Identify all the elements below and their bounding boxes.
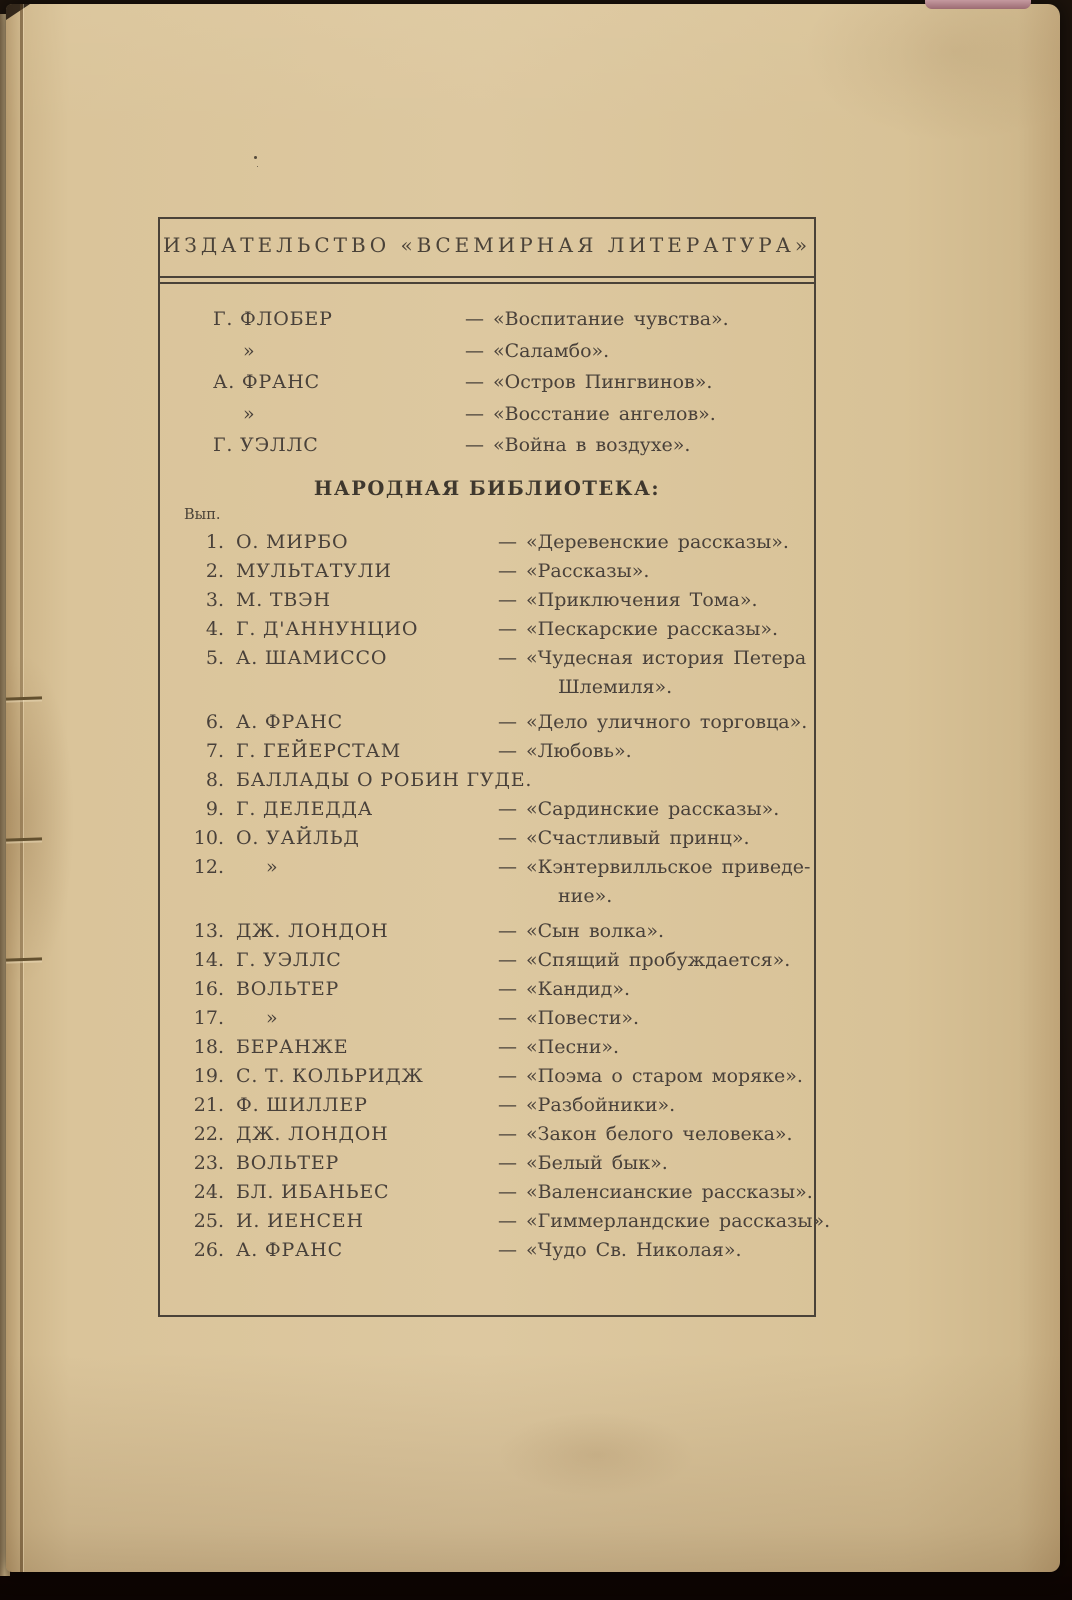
book-row: [160, 824, 810, 853]
author-name: Г. УЭЛЛС: [213, 434, 319, 456]
author-name: ДЖ. ЛОНДОН: [236, 920, 389, 942]
dash-separator: —: [465, 402, 484, 425]
author-name: А. ФРАНС: [236, 711, 343, 733]
author-name: ВОЛЬТЕР: [236, 1152, 340, 1174]
section-title: НАРОДНАЯ БИБЛИОТЕКА:: [313, 477, 661, 500]
title-line-1: «Кэнтервилльское приведе-: [526, 856, 811, 878]
book-title: «Поэма о старом моряке».: [526, 1065, 803, 1087]
dash-separator: —: [498, 647, 517, 669]
issue-label: Вып.: [184, 507, 221, 523]
book-title: [526, 644, 810, 702]
row-number: 12.: [193, 856, 224, 878]
ditto-mark: »: [243, 402, 256, 425]
backdrop-sliver: [925, 0, 1031, 9]
row-number: 25.: [193, 1210, 224, 1232]
author-name: ДЖ. ЛОНДОН: [236, 1123, 389, 1145]
book-title: «Дело уличного торговца».: [526, 711, 808, 733]
book-title: «Война в воздухе».: [493, 434, 691, 456]
book-page: [6, 4, 1060, 1572]
row-number: 19.: [193, 1065, 224, 1087]
catalog-frame: [158, 217, 831, 1317]
author-name: БЛ. ИБАНЬЕС: [236, 1181, 390, 1203]
author-name: БАЛЛАДЫ О РОБИН ГУДЕ.: [236, 769, 533, 791]
book-title: «Сын волка».: [526, 920, 665, 942]
book-row: [160, 586, 810, 615]
dash-separator: —: [498, 798, 517, 820]
author-name: БЕРАНЖЕ: [236, 1036, 349, 1058]
dash-separator: —: [498, 1123, 517, 1145]
author-name: Г. ФЛОБЕР: [213, 308, 333, 330]
world-literature-list: [160, 304, 810, 462]
publisher-title: ИЗДАТЕЛЬСТВО «ВСЕМИРНАЯ ЛИТЕРАТУРА»: [162, 233, 812, 257]
book-title: «Воспитание чувства».: [493, 308, 729, 330]
book-title: «Чудо Св. Николая».: [526, 1239, 742, 1261]
book-row: [160, 644, 810, 702]
dash-separator: —: [498, 589, 517, 611]
book-row: [160, 975, 810, 1004]
book-row: [160, 1120, 810, 1149]
book-title: «Любовь».: [526, 740, 632, 762]
book-row: [160, 615, 810, 644]
author-name: Г. ДЕЛЕДДА: [236, 798, 373, 820]
book-row: [160, 766, 810, 795]
dash-separator: —: [498, 1094, 517, 1116]
row-number: 24.: [193, 1181, 224, 1203]
row-number: 14.: [193, 949, 224, 971]
book-row: [160, 304, 810, 336]
binding-stitch: [6, 957, 42, 961]
row-number: 7.: [205, 740, 224, 762]
author-name: А. ФРАНС: [213, 371, 320, 393]
book-row: [160, 795, 810, 824]
dash-separator: —: [498, 827, 517, 849]
dash-separator: —: [498, 1152, 517, 1174]
author-name: О. МИРБО: [236, 531, 349, 553]
book-row: [160, 528, 810, 557]
book-title: «Рассказы».: [526, 560, 650, 582]
author-name: С. Т. КОЛЬРИДЖ: [236, 1065, 424, 1087]
row-number: 3.: [205, 589, 224, 611]
book-title: «Сардинские рассказы».: [526, 798, 780, 820]
row-number: 9.: [205, 798, 224, 820]
book-title: [526, 853, 810, 911]
author-name: ВОЛЬТЕР: [236, 978, 340, 1000]
dash-separator: —: [498, 1181, 517, 1203]
book-title: «Спящий пробуждается».: [526, 949, 791, 971]
narodnaya-library-list: [160, 528, 831, 1265]
binding-stitch: [6, 696, 42, 700]
book-row: [160, 853, 810, 911]
row-number: 23.: [193, 1152, 224, 1174]
book-title: «Пескарские рассказы».: [526, 618, 779, 640]
dash-separator: —: [498, 618, 517, 640]
author-name: А. ШАМИССО: [236, 647, 388, 669]
book-title: «Саламбо».: [493, 339, 610, 362]
ink-speck: [254, 156, 257, 159]
book-row: [160, 430, 810, 462]
dash-separator: —: [498, 531, 517, 553]
author-name: Г. Д'АННУНЦИО: [236, 618, 419, 640]
dash-separator: —: [498, 1065, 517, 1087]
row-number: 10.: [193, 827, 224, 849]
ditto-mark: »: [243, 339, 256, 362]
author-name: А. ФРАНС: [236, 1239, 343, 1261]
dash-separator: —: [465, 339, 484, 362]
dash-separator: —: [465, 371, 484, 393]
dash-separator: —: [498, 978, 517, 1000]
title-line-1: «Чудесная история Петера: [526, 647, 807, 669]
book-row: [160, 1091, 810, 1120]
dash-separator: —: [498, 920, 517, 942]
row-number: 1.: [205, 531, 224, 553]
book-title: «Гиммерландские рассказы».: [526, 1210, 831, 1232]
row-number: 8.: [205, 769, 224, 791]
dash-separator: —: [465, 308, 484, 330]
torn-corner: [6, 4, 30, 20]
author-name: Г. УЭЛЛС: [236, 949, 342, 971]
row-number: 13.: [193, 920, 224, 942]
binding-stitch: [6, 837, 42, 841]
book-row: [160, 1236, 810, 1265]
book-row: [160, 708, 810, 737]
book-row: [160, 399, 810, 431]
row-number: 16.: [193, 978, 224, 1000]
book-row: [160, 917, 810, 946]
dash-separator: —: [498, 711, 517, 733]
book-title: «Кандид».: [526, 978, 631, 1000]
dash-separator: —: [498, 560, 517, 582]
row-number: 17.: [193, 1007, 224, 1029]
dash-separator: —: [465, 434, 484, 456]
book-title: «Разбойники».: [526, 1094, 676, 1116]
book-title: «Валенсианские рассказы».: [526, 1181, 813, 1203]
ditto-mark: »: [266, 856, 279, 878]
row-number: 18.: [193, 1036, 224, 1058]
author-name: И. ИЕНСЕН: [236, 1210, 364, 1232]
dash-separator: [498, 766, 526, 795]
row-number: 5.: [205, 647, 224, 669]
row-number: 2.: [205, 560, 224, 582]
book-title: «Восстание ангелов».: [493, 402, 716, 425]
dash-separator: —: [498, 1007, 517, 1029]
book-row: [160, 1149, 810, 1178]
book-title: «Закон белого человека».: [526, 1123, 793, 1145]
row-number: 26.: [193, 1239, 224, 1261]
book-title: «Счастливый принц».: [526, 827, 750, 849]
book-title: «Песни».: [526, 1036, 620, 1058]
author-name: М. ТВЭН: [236, 589, 331, 611]
dash-separator: —: [498, 1210, 517, 1232]
book-title: «Приключения Тома».: [526, 589, 758, 611]
title-line-2: Шлемиля».: [558, 676, 673, 698]
author-name: Г. ГЕЙЕРСТАМ: [236, 740, 401, 762]
book-title: [526, 766, 810, 795]
dash-separator: —: [498, 949, 517, 971]
row-number: 6.: [205, 711, 224, 733]
book-row: [160, 737, 810, 766]
book-row: [160, 336, 810, 368]
book-row: [160, 1004, 810, 1033]
ditto-mark: »: [266, 1007, 279, 1029]
author-name: Ф. ШИЛЛЕР: [236, 1094, 368, 1116]
book-row: [160, 1178, 813, 1207]
title-line-2: ние».: [558, 885, 613, 907]
book-title: «Повести».: [526, 1007, 640, 1029]
book-title: «Остров Пингвинов».: [493, 371, 713, 393]
book-title: «Белый бык».: [526, 1152, 668, 1174]
book-row: [160, 1207, 831, 1236]
book-row: [160, 367, 810, 399]
dash-separator: —: [498, 740, 517, 762]
author-name: МУЛЬТАТУЛИ: [236, 560, 392, 582]
book-row: [160, 1062, 810, 1091]
author-name: О. УАЙЛЬД: [236, 827, 360, 849]
row-number: 4.: [205, 618, 224, 640]
book-row: [160, 1033, 810, 1062]
book-row: [160, 946, 810, 975]
double-rule: [160, 276, 814, 284]
row-number: 21.: [193, 1094, 224, 1116]
row-number: 22.: [193, 1123, 224, 1145]
dash-separator: —: [498, 856, 517, 878]
book-title: «Деревенские рассказы».: [526, 531, 789, 553]
dash-separator: —: [498, 1036, 517, 1058]
dash-separator: —: [498, 1239, 517, 1261]
book-row: [160, 557, 810, 586]
binding-crease: [20, 4, 23, 1572]
